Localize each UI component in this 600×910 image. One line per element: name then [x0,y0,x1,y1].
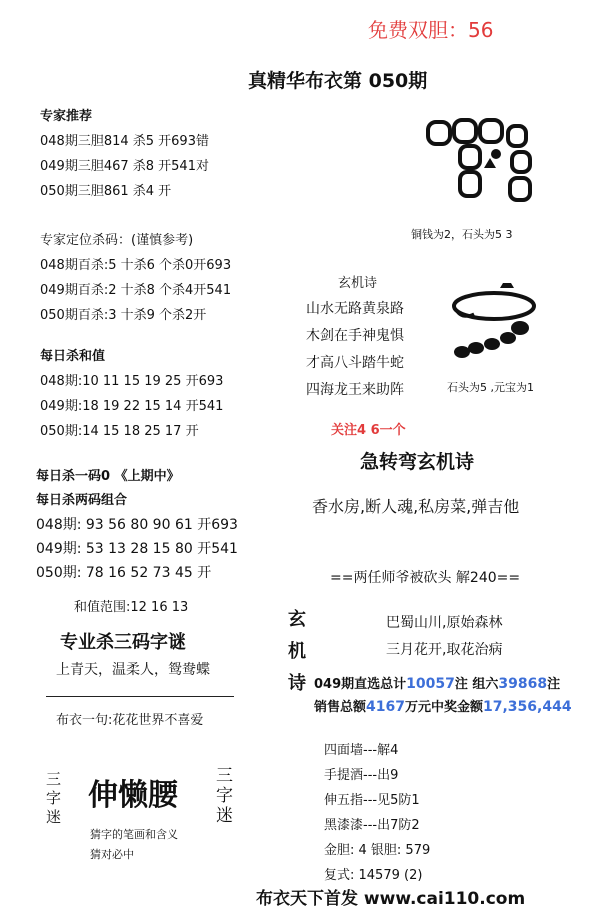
daily-kill-section [36,465,238,585]
expert-row: 048期三胆814 杀5 开693错 [40,134,209,149]
xuanji-line: 三月花开,取花治病 [386,642,503,658]
riddle-row: 四面墙---解4 [324,743,399,758]
position-kill-heading: 专家定位杀码：(谨慎参考) [40,233,194,248]
divider-line [46,696,234,697]
riddle-row: 黑漆漆---出7防2 [324,818,420,833]
expert-row: 050期三胆861 杀4 开 [40,184,172,199]
focus-note: 关注4 6一个 [331,423,406,438]
sales-label: 注 [547,677,561,692]
daily-kill-heading-1: 每日杀一码0 《上期中》 [36,469,180,484]
three-char-label-left: 三字迷 [46,770,62,826]
daily-sum-row: 048期:10 11 15 19 25 开693 [40,374,224,389]
poem-line: 木剑在手神鬼惧 [306,328,404,344]
sales-label: 万元中奖金额 [404,700,483,715]
three-char-label-right: 三字迷 [216,766,233,826]
daily-sum-section [40,344,223,444]
riddle-row: 复式: 14579 (2) [324,868,423,883]
position-kill-row: 048期百杀:5 十杀6 个杀0开693 [40,258,232,273]
expert-section [40,104,209,204]
page-title: 真精华布衣第 050期 [248,70,428,92]
xuanji-char: 诗 [288,673,306,694]
three-char-hint-1: 猜字的笔画和含义 [90,828,178,841]
sales-value: 39868 [498,676,548,692]
mystic-poem-heading: 玄机诗 [338,276,378,291]
sales-line-1 [314,673,560,692]
sales-value: 10057 [406,676,455,692]
sharp-turn-text: 香水房,断人魂,私房菜,弹吉他 [312,497,520,516]
sales-label: 注 组六 [454,677,499,692]
three-char-word: 伸懒腰 [88,778,178,813]
xuanji-char: 机 [288,641,306,662]
position-kill-section [40,228,231,328]
xuanji-vertical-title [288,604,308,700]
poem-line: 山水无路黄泉路 [306,301,404,317]
divider-text: ==两任师爷被砍头 解240== [330,570,521,586]
three-char-hint-2: 猜对必中 [90,848,134,861]
pro-riddle-title: 专业杀三码字谜 [60,632,186,653]
sales-label: 销售总额 [314,700,367,715]
position-kill-row: 049期百杀:2 十杀8 个杀4开541 [40,283,232,298]
position-kill-row: 050期百杀:3 十杀9 个杀2开 [40,308,207,323]
sales-value: 4167 [366,699,405,715]
boat-stones-picture [448,282,558,366]
boat-caption: 石头为5 ,元宝为1 [447,381,534,394]
riddle-row: 金胆: 4 银胆: 579 [324,843,431,858]
xuanji-line: 巴蜀山川,原始森林 [386,615,503,631]
riddle-list [324,738,430,888]
poem-line: 四海龙王来助阵 [306,382,404,398]
daily-sum-row: 050期:14 15 18 25 17 开 [40,424,199,439]
coin-caption: 铜钱为2，石头为5 3 [411,228,513,241]
footer-site: 布衣天下首发 www.cai110.com [256,889,526,909]
daily-sum-row: 049期:18 19 22 15 14 开541 [40,399,224,414]
riddle-row: 伸五指---见5防1 [324,793,420,808]
poem-line: 才高八斗踏牛蛇 [306,355,404,371]
daily-kill-heading-2: 每日杀两码组合 [36,493,128,508]
free-double-pick: 免费双胆：56 [368,18,494,42]
sum-range: 和值范围:12 16 13 [74,600,189,615]
coin-stones-picture [420,112,540,212]
daily-kill-row: 048期: 93 56 80 90 61 开693 [36,517,238,533]
daily-sum-heading: 每日杀和值 [40,349,106,364]
riddle-row: 手提酒---出9 [324,768,399,783]
expert-row: 049期三胆467 杀8 开541对 [40,159,209,174]
expert-heading: 专家推荐 [40,109,93,124]
xuanji-char: 玄 [288,609,306,630]
mystic-poem [306,296,404,404]
xuanji-lines [386,610,502,664]
daily-kill-row: 050期: 78 16 52 73 45 开 [36,565,212,581]
daily-kill-row: 049期: 53 13 28 15 80 开541 [36,541,238,557]
sales-value: 17,356,444 [483,699,572,715]
one-line-tip: 布衣一句:花花世界不喜爱 [56,713,204,728]
pro-riddle-text: 上青天，温柔人，鸳鸯蝶 [56,662,210,678]
sales-line-2 [314,696,572,715]
sharp-turn-title: 急转弯玄机诗 [360,451,475,473]
sales-label: 049期直选总计 [314,677,407,692]
